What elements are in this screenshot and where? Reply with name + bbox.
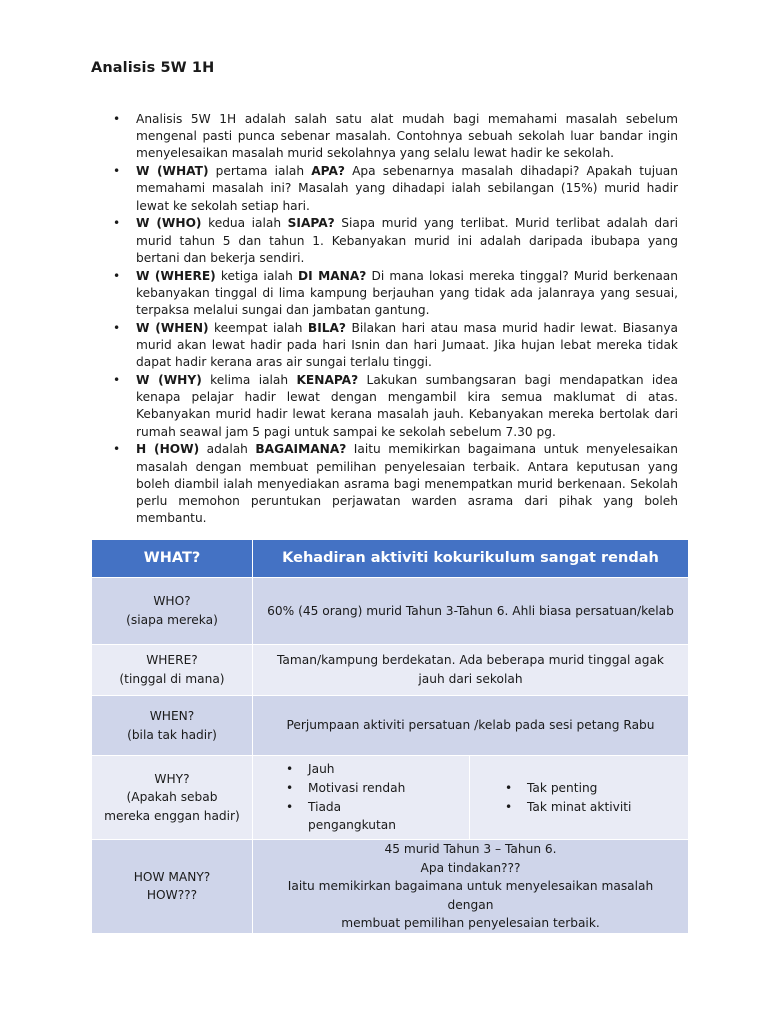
why-right-list [470, 756, 688, 839]
list-item: • Tak penting [505, 779, 631, 798]
bullet-icon: • [113, 373, 121, 388]
list-item: • Motivasi rendah [286, 779, 413, 798]
row-label-cell: WHY? (Apakah sebab mereka enggan hadir) [92, 756, 253, 840]
row-value-cell: 60% (45 orang) murid Tahun 3-Tahun 6. Ahli biasa persatuan/kelab [253, 578, 689, 645]
row-value-cell: 45 murid Tahun 3 – Tahun 6. Apa tindakan??? Iaitu memikirkan bagaimana untuk menyelesaikan masalah dengan membuat pemilihan penyelesaian terbaik. [253, 840, 689, 934]
bullet-icon: • [113, 216, 121, 231]
bullet-icon: • [505, 799, 513, 814]
bullet-icon: • [286, 799, 294, 814]
row-value-cell [253, 756, 689, 840]
bullet-icon: • [113, 164, 121, 179]
row-label-cell: WHO? (siapa mereka) [92, 578, 253, 645]
table-row [92, 756, 689, 840]
table-row [92, 696, 689, 756]
list-item: • Tiada pengangkutan [286, 799, 397, 833]
bullet-icon: • [113, 442, 121, 457]
table-row [92, 645, 689, 696]
table-row [92, 578, 689, 645]
why-left-list [253, 756, 470, 839]
list-item: • Analisis 5W 1H adalah salah satu alat mudah bagi memahami masalah sebelum mengenal pasti punca sebenar masalah. Contohnya sebuah sekolah luar bandar ingin menyelesaikan masalah murid sekolahnya yang selalu lewat hadir ke sekolah. [113, 112, 678, 161]
bullet-icon: • [286, 780, 294, 795]
table-header-row [92, 540, 689, 578]
list-item: • W (WHEN) keempat ialah BILA? Bilakan hari atau masa murid hadir lewat. Biasanya murid akan lewat hadir pada hari Isnin dan hari Jumaat. Jika hujan lebat mereka tidak dapat hadir kerana aras air sungai terlalu tinggi. [113, 320, 679, 370]
bullet-icon: • [113, 268, 121, 283]
list-item: • W (WHY) kelima ialah KENAPA? Lakukan sumbangsaran bagi mendapatkan idea kenapa pelajar hadir lewat dengan mengambil kira semua maklumat di atas. Kebanyakan murid hadir lewat kerana masalah jauh. Kebanyakan mereka bertolak dari rumah seawal jam 5 pagi untuk sampai ke sekolah sebelum 7.30 pg. [113, 373, 678, 439]
list-item: • H (HOW) adalah BAGAIMANA? Iaitu memikirkan bagaimana untuk menyelesaikan masalah dengan membuat pemilihan penyelesaian terbaik. Antara keputusan yang boleh diambil ialah menyediakan asrama bagi menempatkan murid berkenaan. Sekolah perlu memohon peruntukan perjawatan warden asrama dari pihak yang boleh membantu. [113, 442, 679, 526]
list-item: • W (WHERE) ketiga ialah DI MANA? Di mana lokasi mereka tinggal? Murid berkenaan kebanyakan tinggal di lima kampung berjauhan yang tidak ada jalanraya yang sesuai, terpaksa melalui sungai dan jambatan gantung. [113, 268, 678, 318]
analysis-table [91, 539, 689, 934]
page-title: Analisis 5W 1H [91, 60, 215, 76]
row-label-cell: HOW MANY? HOW??? [92, 840, 253, 934]
row-value-cell: Taman/kampung berdekatan. Ada beberapa murid tinggal agak jauh dari sekolah [253, 645, 689, 696]
list-item: • W (WHO) kedua ialah SIAPA? Siapa murid yang terlibat. Murid terlibat adalah dari murid tahun 5 dan tahun 1. Kebanyakan murid ini adalah daripada ibubapa yang bertani dan bekerja sendiri. [113, 216, 678, 265]
bullet-icon: • [113, 320, 121, 335]
bullet-icon: • [505, 780, 513, 795]
row-label-cell: WHEN? (bila tak hadir) [92, 696, 253, 756]
row-label-cell: WHERE? (tinggal di mana) [92, 645, 253, 696]
analysis-bullet-list [113, 111, 678, 528]
bullet-icon: • [286, 762, 294, 777]
list-item: • Tak minat aktiviti [505, 798, 631, 817]
header-value-cell: Kehadiran aktiviti kokurikulum sangat rendah [253, 540, 689, 578]
row-value-cell: Perjumpaan aktiviti persatuan /kelab pada sesi petang Rabu [253, 696, 689, 756]
bullet-icon: • [113, 112, 121, 126]
list-item: • W (WHAT) pertama ialah APA? Apa sebenarnya masalah dihadapi? Apakah tujuan memahami masalah ini? Masalah yang dihadapi ialah sebilangan (15%) murid hadir lewat ke sekolah setiap hari. [113, 164, 678, 213]
list-item: • Jauh [286, 760, 413, 779]
table-row [92, 840, 689, 934]
header-label-cell: WHAT? [92, 540, 253, 578]
